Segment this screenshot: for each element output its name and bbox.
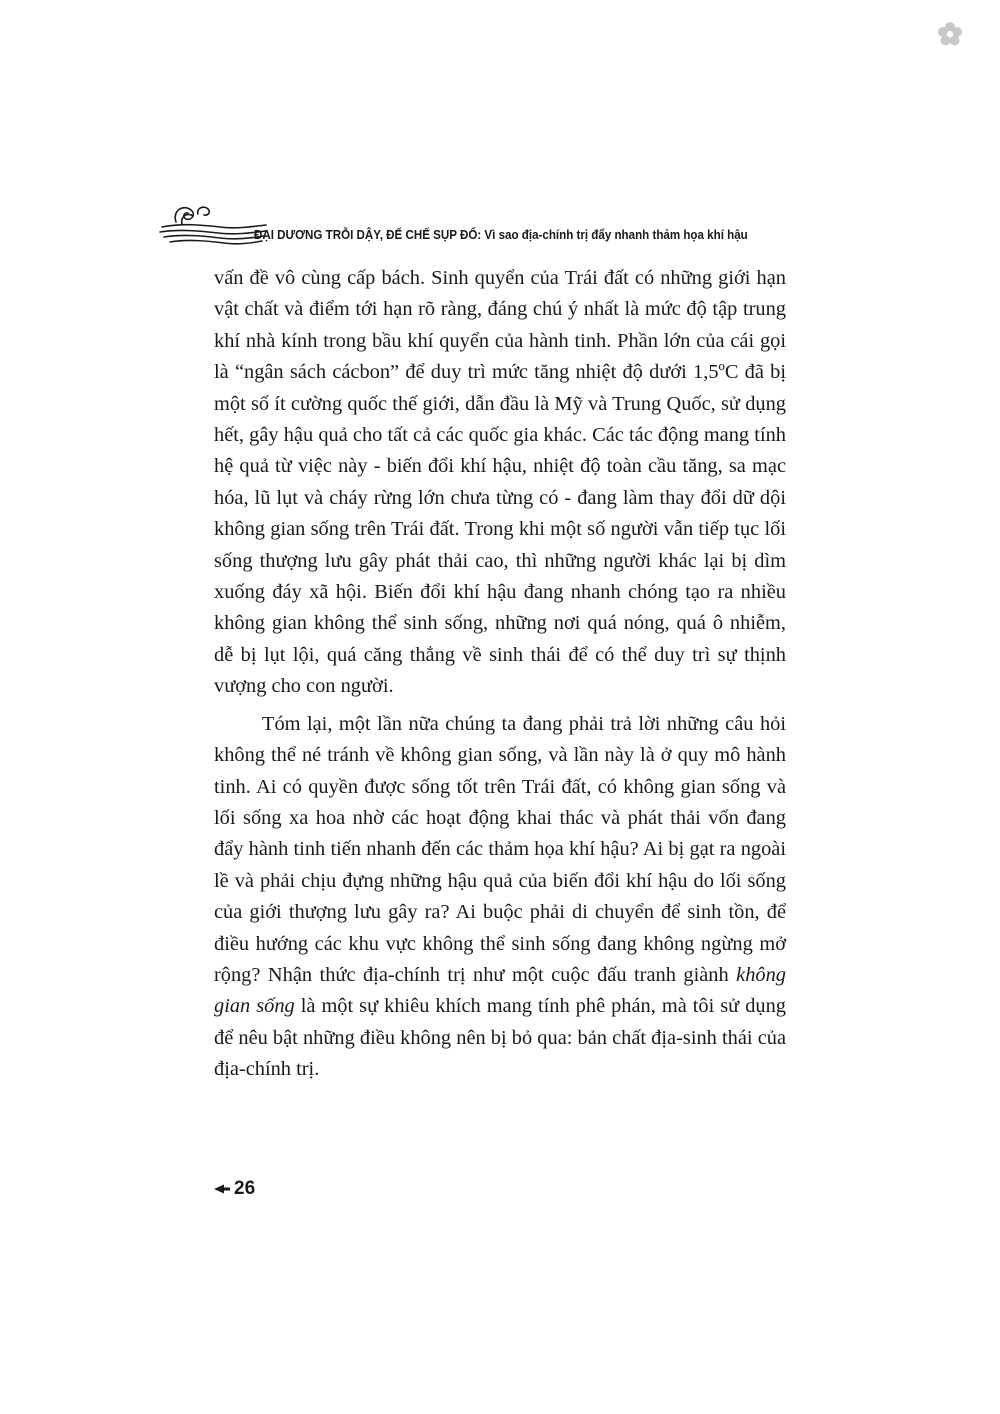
paragraph-2-end: là một sự khiêu khích mang tính phê phán, mà tôi sử dụng để nêu bật những điều không nên bị bỏ qua: bản chất địa-sinh thái của địa-chính trị.: [214, 995, 786, 1081]
flower-ornament-icon: [936, 20, 964, 48]
paragraph-2: [214, 709, 786, 1086]
ocean-wave-logo: [158, 200, 268, 250]
book-title: ĐẠI DƯƠNG TRỖI DẬY, ĐẾ CHẾ SỤP ĐỔ:: [254, 228, 482, 242]
arrow-left-icon: [214, 1184, 230, 1194]
page-number-value: 26: [234, 1178, 256, 1199]
running-header-title: [254, 228, 748, 242]
paragraph-1: vấn đề vô cùng cấp bách. Sinh quyển của Trái đất có những giới hạn vật chất và điểm tới hạn rõ ràng, đáng chú ý nhất là mức độ tập trung khí nhà kính trong bầu khí quyển của hành tinh. Phần lớn của cái gọi là “ngân sách cácbon” để duy trì mức tăng nhiệt độ dưới 1,5ºC đã bị một số ít cường quốc thế giới, dẫn đầu là Mỹ và Trung Quốc, sử dụng hết, gây hậu quả cho tất cả các quốc gia khác. Các tác động mang tính hệ quả từ việc này - biến đổi khí hậu, nhiệt độ toàn cầu tăng, sa mạc hóa, lũ lụt và cháy rừng lớn chưa từng có - đang làm thay đổi dữ dội không gian sống trên Trái đất. Trong khi một số người vẫn tiếp tục lối sống thượng lưu gây phát thải cao, thì những người khác lại bị dìm xuống đáy xã hội. Biến đổi khí hậu đang nhanh chóng tạo ra nhiều không gian không thể sinh sống, những nơi quá nóng, quá ô nhiễm, dễ bị lụt lội, quá căng thẳng về sinh thái để có thể duy trì sự thịnh vượng cho con người.: [214, 267, 786, 698]
page-number: [214, 1178, 255, 1200]
italic-phrase: không gian sống: [214, 963, 786, 1018]
running-header: [158, 200, 798, 250]
book-subtitle: Vì sao địa-chính trị đẩy nhanh thảm họa khí hậu: [484, 228, 748, 242]
paragraph-2-start: Tóm lại, một lần nữa chúng ta đang phải trả lời những câu hỏi không thể né tránh về không gian sống, và lần này là ở quy mô hành tinh. Ai có quyền được sống tốt trên Trái đất, có không gian sống và lối sống xa hoa nhờ các hoạt động khai thác và phát thải vốn đang đẩy hành tinh tiến nhanh đến các thảm họa khí hậu? Ai bị gạt ra ngoài lề và phải chịu đựng những hậu quả của biến đổi khí hậu do lối sống của giới thượng lưu gây ra? Ai buộc phải di chuyển để sinh tồn, để điều hướng các khu vực không thể sinh sống đang không ngừng mở rộng? Nhận thức địa-chính trị như một cuộc đấu tranh giành: [214, 712, 786, 986]
body-text: [214, 263, 786, 1086]
